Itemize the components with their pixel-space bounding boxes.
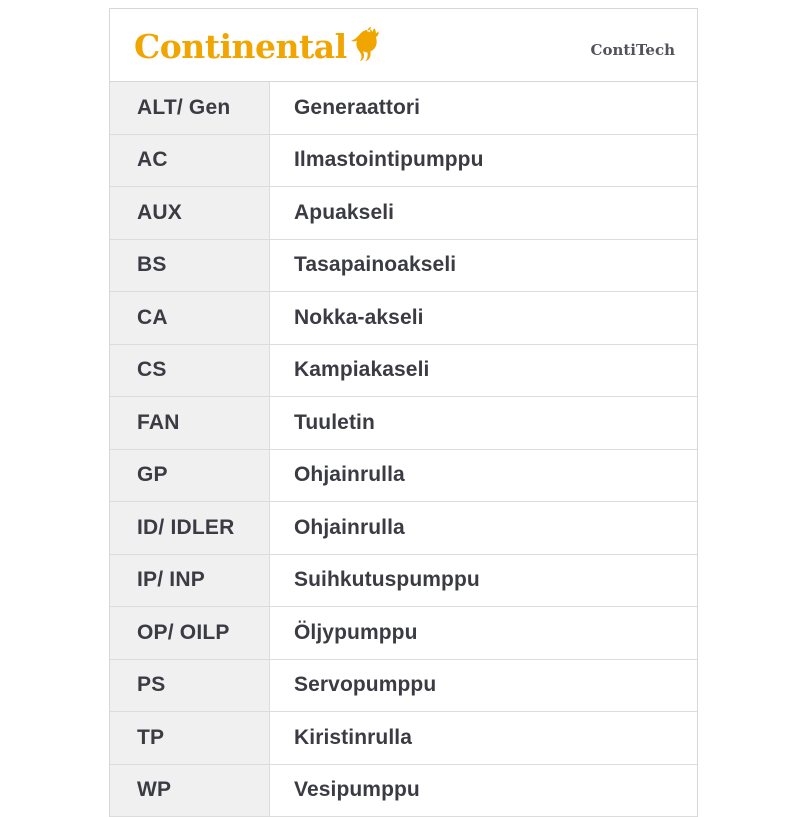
table-row	[110, 450, 697, 503]
row-description: Servopumppu	[270, 660, 697, 712]
table-row	[110, 555, 697, 608]
row-description: Öljypumppu	[270, 607, 697, 659]
table-row	[110, 292, 697, 345]
table-row	[110, 397, 697, 450]
horse-logo-icon	[351, 26, 381, 62]
abbreviation-table	[109, 8, 698, 817]
row-code: CS	[110, 345, 270, 397]
row-code: TP	[110, 712, 270, 764]
row-description: Suihkutuspumppu	[270, 555, 697, 607]
table-row	[110, 765, 697, 817]
table-row	[110, 712, 697, 765]
row-description: Ohjainrulla	[270, 502, 697, 554]
row-code: WP	[110, 765, 270, 817]
row-code: OP/ OILP	[110, 607, 270, 659]
table-row	[110, 502, 697, 555]
row-code: ID/ IDLER	[110, 502, 270, 554]
row-description: Ilmastointipumppu	[270, 135, 697, 187]
table-row	[110, 607, 697, 660]
row-description: Generaattori	[270, 82, 697, 134]
row-description: Ohjainrulla	[270, 450, 697, 502]
table-row	[110, 187, 697, 240]
row-code: IP/ INP	[110, 555, 270, 607]
row-description: Tuuletin	[270, 397, 697, 449]
row-description: Tasapainoakseli	[270, 240, 697, 292]
row-code: GP	[110, 450, 270, 502]
row-code: ALT/ Gen	[110, 82, 270, 134]
row-description: Nokka-akseli	[270, 292, 697, 344]
row-code: FAN	[110, 397, 270, 449]
row-description: Apuakseli	[270, 187, 697, 239]
row-description: Vesipumppu	[270, 765, 697, 817]
brand-header	[110, 9, 697, 82]
sub-brand-label: ContiTech	[591, 41, 676, 59]
table-row	[110, 82, 697, 135]
brand-logo	[134, 26, 381, 63]
brand-wordmark: Continental	[134, 30, 347, 63]
row-code: CA	[110, 292, 270, 344]
row-description: Kampiakaseli	[270, 345, 697, 397]
table-row	[110, 345, 697, 398]
row-code: AUX	[110, 187, 270, 239]
table-row	[110, 240, 697, 293]
row-code: BS	[110, 240, 270, 292]
table-row	[110, 660, 697, 713]
row-code: PS	[110, 660, 270, 712]
table-row	[110, 135, 697, 188]
row-code: AC	[110, 135, 270, 187]
row-description: Kiristinrulla	[270, 712, 697, 764]
